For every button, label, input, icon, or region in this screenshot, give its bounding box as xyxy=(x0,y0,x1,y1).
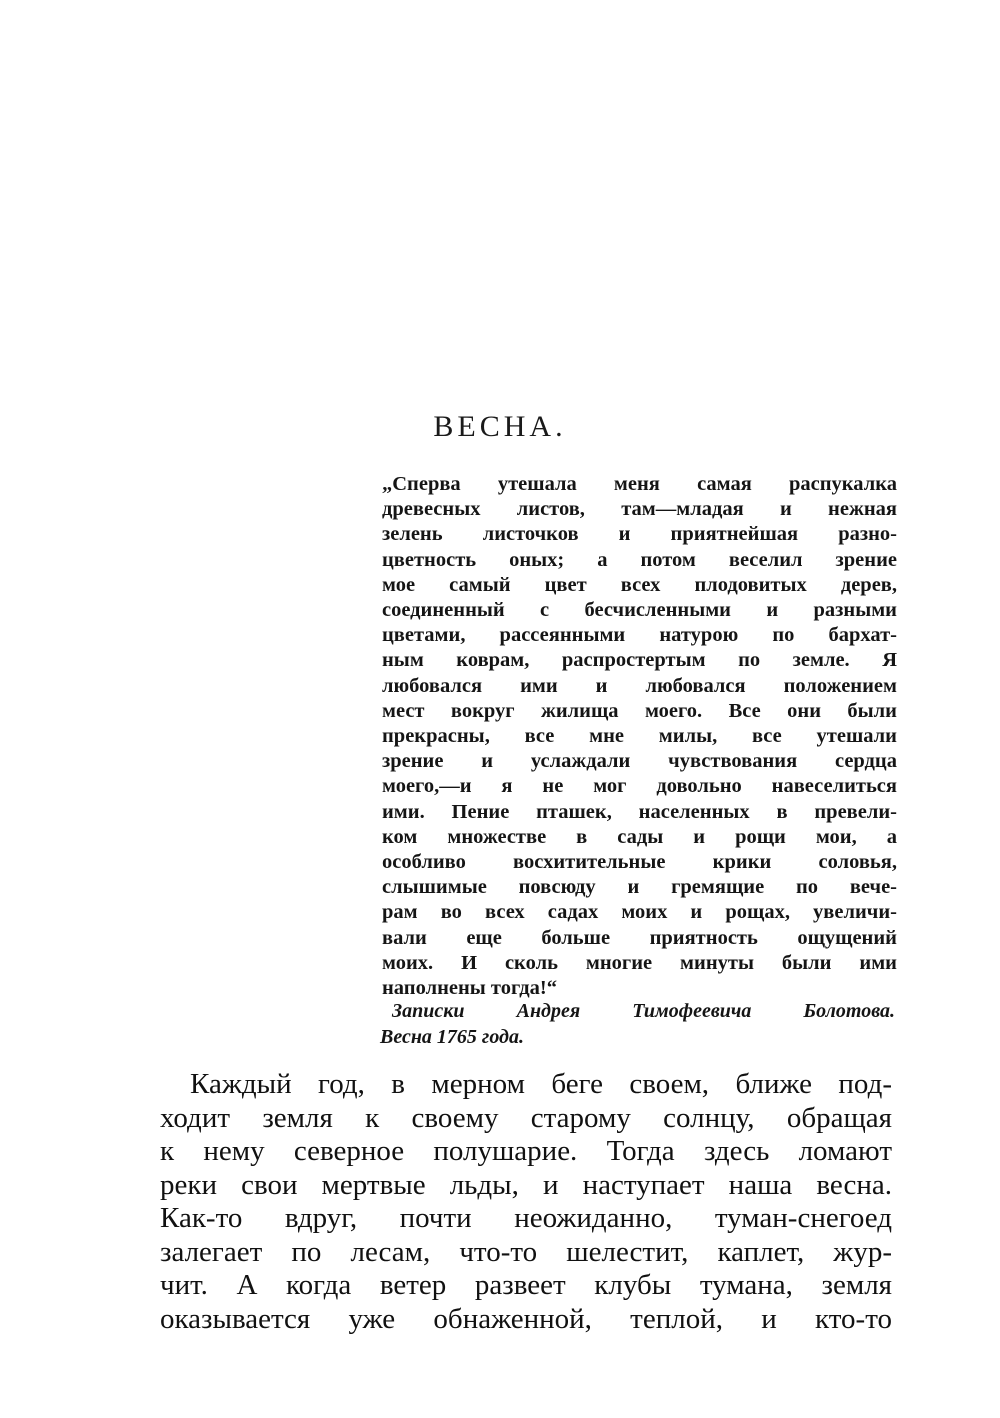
epigraph-line: зелень листочков и приятнейшая разно- xyxy=(382,523,897,546)
epigraph-line: древесных листов, там—младая и нежная xyxy=(382,498,897,521)
epigraph-line: зрение и услаждали чувствования сердца xyxy=(382,750,897,773)
epigraph-line: цветность оных; а потом веселил зрение xyxy=(382,548,897,571)
epigraph xyxy=(382,472,897,1001)
epigraph-line: мест вокруг жилища моего. Все они были xyxy=(382,699,897,722)
epigraph-line: рам во всех садах моих и рощах, увеличи- xyxy=(382,901,897,924)
body-line: к нему северное полушарие. Тогда здесь ломают xyxy=(160,1135,892,1167)
attribution-date: Весна 1765 года. xyxy=(380,1026,524,1048)
epigraph-line: особливо восхитительные крики соловья, xyxy=(382,851,897,874)
body-line: оказывается уже обнаженной, теплой, и кто-то xyxy=(160,1302,892,1335)
epigraph-line: мое самый цвет всех плодовитых дерев, xyxy=(382,573,897,596)
body-line: залегает по лесам, что-то шелестит, каплет, жур- xyxy=(160,1235,892,1268)
epigraph-line: моих. И сколь многие минуты были ими xyxy=(382,951,897,974)
epigraph-line: ими. Пение пташек, населенных в превели- xyxy=(382,800,897,823)
body-line: Каждый год, в мерном беге своем, ближе под- xyxy=(190,1068,892,1100)
body-line: ходит земля к своему старому солнцу, обращая xyxy=(160,1101,892,1134)
epigraph-line: слышимые повсюду и гремящие по вече- xyxy=(382,876,897,899)
attribution-source: Записки Андрея Тимофеевича Болотова. xyxy=(392,1000,895,1022)
epigraph-attribution xyxy=(380,998,895,1050)
chapter-title: ВЕСНА. xyxy=(433,410,567,443)
epigraph-line: любовался ими и любовался положением xyxy=(382,674,897,697)
epigraph-line: наполнены тогда!“ xyxy=(382,977,557,1000)
body-line: чит. А когда ветер развеет клубы тумана, земля xyxy=(160,1269,892,1301)
epigraph-line: моего,—и я не мог довольно навеселиться xyxy=(382,775,897,798)
epigraph-line: ным коврам, распростертым по земле. Я xyxy=(382,649,897,672)
epigraph-line: цветами, рассеянными натурою по бархат- xyxy=(382,624,897,647)
epigraph-line: ком множестве в сады и рощи мои, а xyxy=(382,825,897,848)
epigraph-line: соединенный с бесчисленными и разными xyxy=(382,599,897,622)
epigraph-line: „Сперва утешала меня самая распукалка xyxy=(382,473,897,495)
epigraph-line: вали еще больше приятность ощущений xyxy=(382,926,897,949)
epigraph-line: прекрасны, все мне милы, все утешали xyxy=(382,725,897,748)
body-line: Как-то вдруг, почти неожиданно, туман-снегоед xyxy=(160,1202,892,1234)
body-line: реки свои мертвые льды, и наступает наша весна. xyxy=(160,1168,892,1201)
body-paragraph xyxy=(160,1068,892,1336)
